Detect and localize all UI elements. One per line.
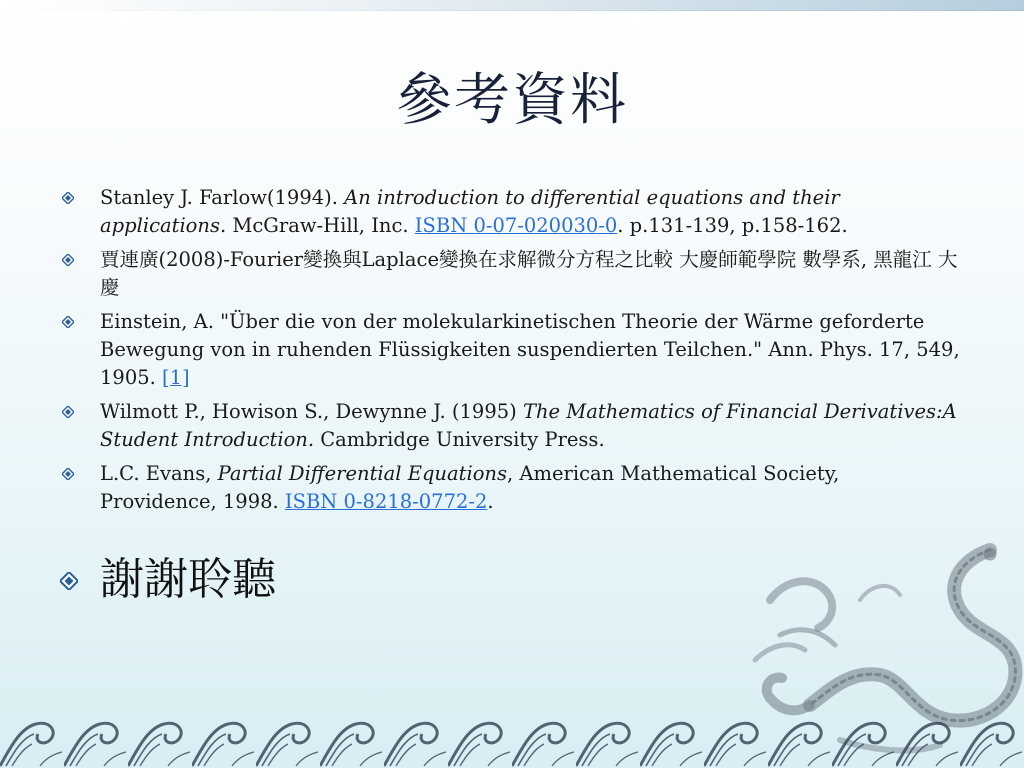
top-decoration-line xyxy=(0,10,1024,11)
reference-list xyxy=(60,184,960,522)
reference-item-2 xyxy=(60,246,960,302)
reference-title: Partial Differential Equations xyxy=(217,462,507,485)
top-decoration-band xyxy=(0,0,1024,10)
isbn-link[interactable]: ISBN 0-8218-0772-2 xyxy=(284,490,488,513)
reference-text: . p.131-139, p.158-162. xyxy=(617,214,848,237)
reference-text: Cambridge University Press. xyxy=(314,428,605,451)
reference-text: . xyxy=(487,490,494,513)
diamond-bullet-icon xyxy=(62,254,74,266)
diamond-bullet-icon xyxy=(62,192,74,204)
reference-item-1 xyxy=(60,184,960,240)
diamond-bullet-icon xyxy=(60,572,78,590)
reference-text: McGraw-Hill, Inc. xyxy=(226,214,415,237)
wave-pattern-icon xyxy=(0,708,1024,768)
reference-text: L.C. Evans, xyxy=(100,462,218,485)
isbn-link[interactable]: ISBN 0-07-020030-0 xyxy=(414,214,618,237)
reference-title: An introduction to differential equations and their applications. xyxy=(100,186,840,237)
slide-title: 參考資料 xyxy=(396,68,628,133)
diamond-bullet-icon xyxy=(62,468,74,480)
reference-text: , American Mathematical Society, Providence, 1998. xyxy=(100,462,840,513)
reference-text: 賈連廣(2008)-Fourier變換與Laplace變換在求解微分方程之比較 大慶師範學院 數學系, 黑龍江 大慶 xyxy=(100,248,958,299)
thanks-heading xyxy=(60,552,276,608)
reference-item-4 xyxy=(60,398,960,454)
reference-title: The Mathematics of Financial Derivatives:A Student Introduction. xyxy=(100,400,957,451)
diamond-bullet-icon xyxy=(62,406,74,418)
reference-text: Einstein, A. "Über die von der molekularkinetischen Theorie der Wärme geforderte Bewegung von in ruhenden Flüssigkeiten suspendierten Teilchen." Ann. Phys. 17, 549, 1905. xyxy=(100,310,960,389)
reference-text: Wilmott P., Howison S., Dewynne J. (1995) xyxy=(100,400,523,423)
reference-text: Stanley J. Farlow(1994). xyxy=(100,186,345,209)
diamond-bullet-icon xyxy=(62,316,74,328)
citation-link[interactable]: [1] xyxy=(162,366,190,389)
thanks-text: 謝謝聆聽 xyxy=(100,554,276,605)
reference-item-3 xyxy=(60,308,960,392)
reference-item-5 xyxy=(60,460,960,516)
